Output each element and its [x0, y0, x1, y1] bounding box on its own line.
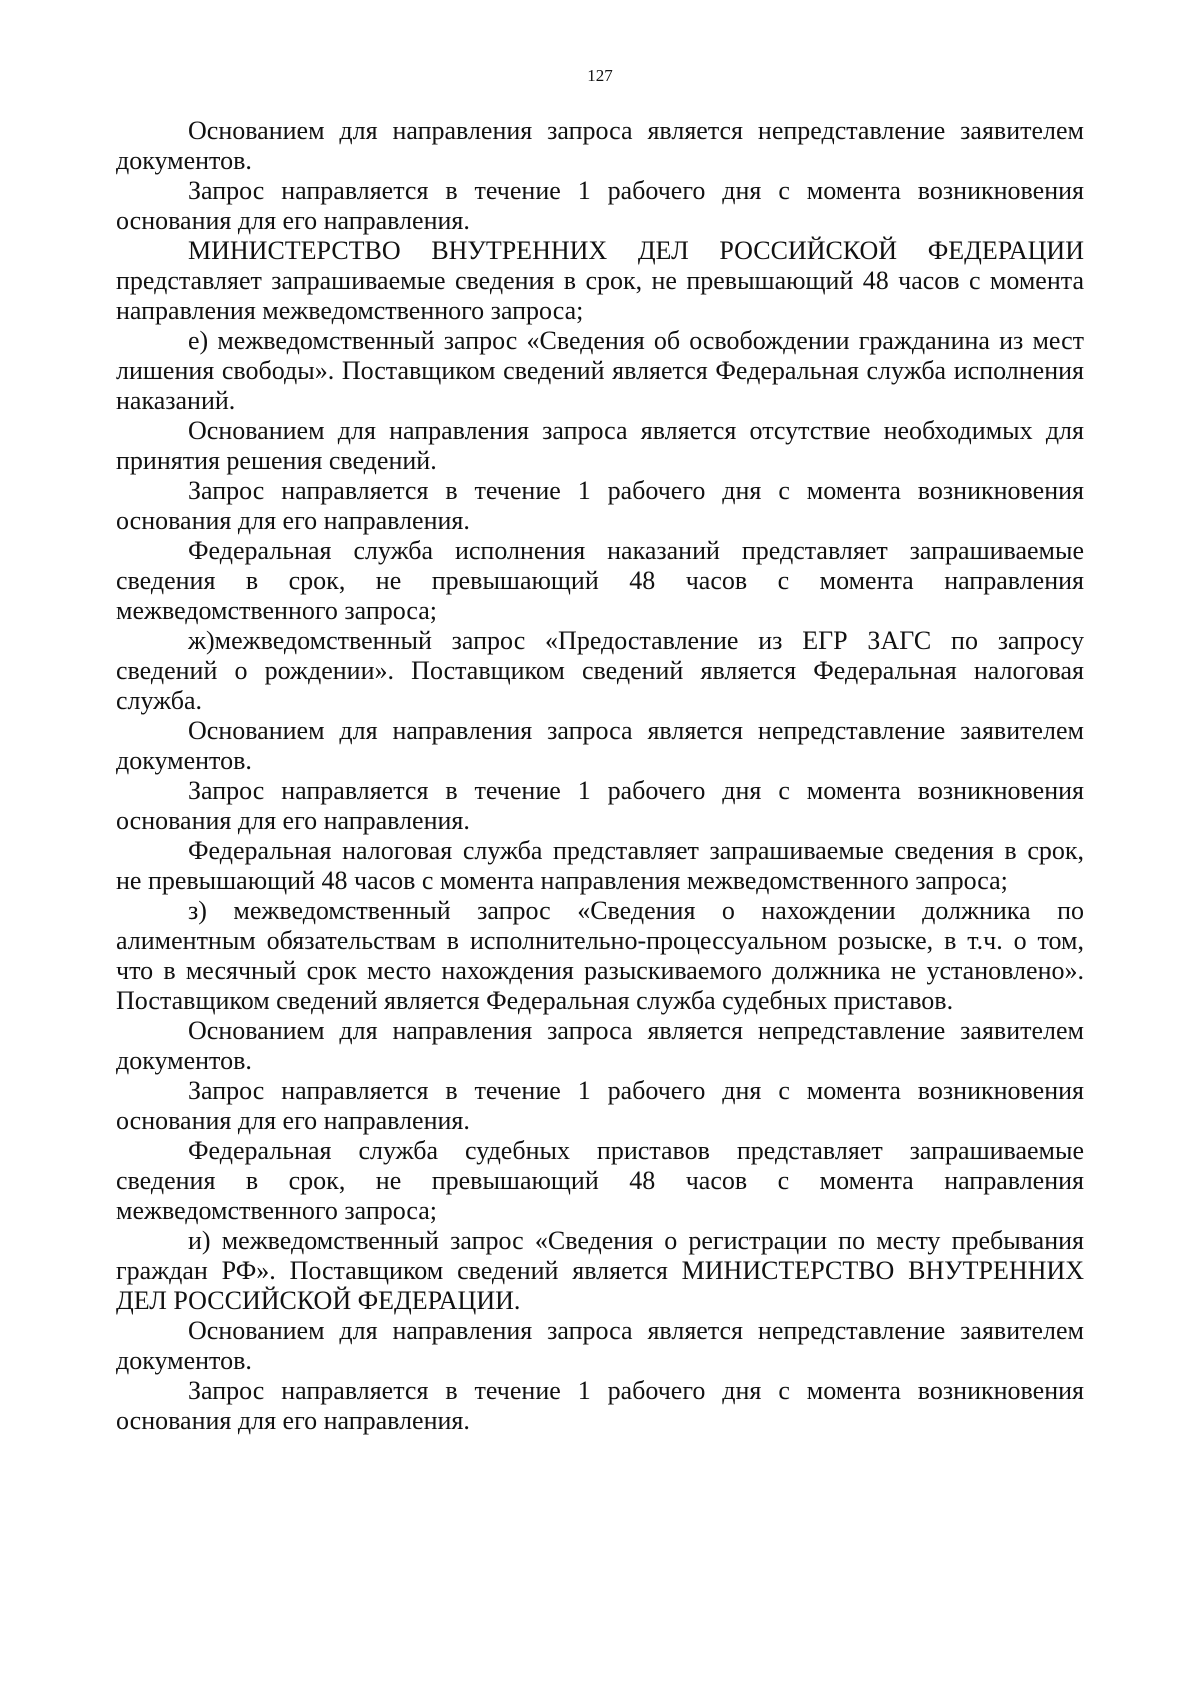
paragraph: ж)межведомственный запрос «Предоставление из ЕГР ЗАГС по запросу сведений о рождении». Поставщиком сведений является Федеральная налоговая служба. — [116, 626, 1084, 715]
paragraph: Федеральная служба судебных приставов представляет запрашиваемые сведения в срок, не превышающий 48 часов с момента направления межведомственного запроса; — [116, 1136, 1084, 1225]
paragraph: з) межведомственный запрос «Сведения о нахождении должника по алиментным обязательствам в исполнительно-процессуальном розыске, в т.ч. о том, что в месячный срок место нахождения разыскиваемого должника не установлено». Поставщиком сведений является Федеральная служба судебных приставов. — [116, 896, 1084, 1015]
document-body — [116, 116, 1084, 1436]
paragraph: е) межведомственный запрос «Сведения об освобождении гражданина из мест лишения свободы». Поставщиком сведений является Федеральная служба исполнения наказаний. — [116, 326, 1084, 415]
paragraph: и) межведомственный запрос «Сведения о регистрации по месту пребывания граждан РФ». Поставщиком сведений является МИНИСТЕРСТВО ВНУТРЕННИХ ДЕЛ РОССИЙСКОЙ ФЕДЕРАЦИИ. — [116, 1226, 1084, 1315]
page-number: 127 — [587, 66, 613, 85]
paragraph: Основанием для направления запроса является отсутствие необходимых для принятия решения сведений. — [116, 416, 1084, 475]
paragraph: Запрос направляется в течение 1 рабочего дня с момента возникновения основания для его направления. — [116, 476, 1084, 535]
paragraph: Запрос направляется в течение 1 рабочего дня с момента возникновения основания для его направления. — [116, 776, 1084, 835]
paragraph: Основанием для направления запроса является непредставление заявителем документов. — [116, 716, 1084, 775]
paragraph: Основанием для направления запроса является непредставление заявителем документов. — [116, 1016, 1084, 1075]
paragraph: Запрос направляется в течение 1 рабочего дня с момента возникновения основания для его направления. — [116, 176, 1084, 235]
paragraph: Федеральная налоговая служба представляет запрашиваемые сведения в срок, не превышающий 48 часов с момента направления межведомственного запроса; — [116, 836, 1084, 895]
paragraph: Основанием для направления запроса является непредставление заявителем документов. — [116, 1316, 1084, 1375]
paragraph: Федеральная служба исполнения наказаний представляет запрашиваемые сведения в срок, не превышающий 48 часов с момента направления межведомственного запроса; — [116, 536, 1084, 625]
paragraph: Основанием для направления запроса является непредставление заявителем документов. — [116, 116, 1084, 175]
paragraph: Запрос направляется в течение 1 рабочего дня с момента возникновения основания для его направления. — [116, 1376, 1084, 1435]
paragraph: Запрос направляется в течение 1 рабочего дня с момента возникновения основания для его направления. — [116, 1076, 1084, 1135]
paragraph: МИНИСТЕРСТВО ВНУТРЕННИХ ДЕЛ РОССИЙСКОЙ ФЕДЕРАЦИИ представляет запрашиваемые сведения в срок, не превышающий 48 часов с момента направления межведомственного запроса; — [116, 236, 1084, 325]
